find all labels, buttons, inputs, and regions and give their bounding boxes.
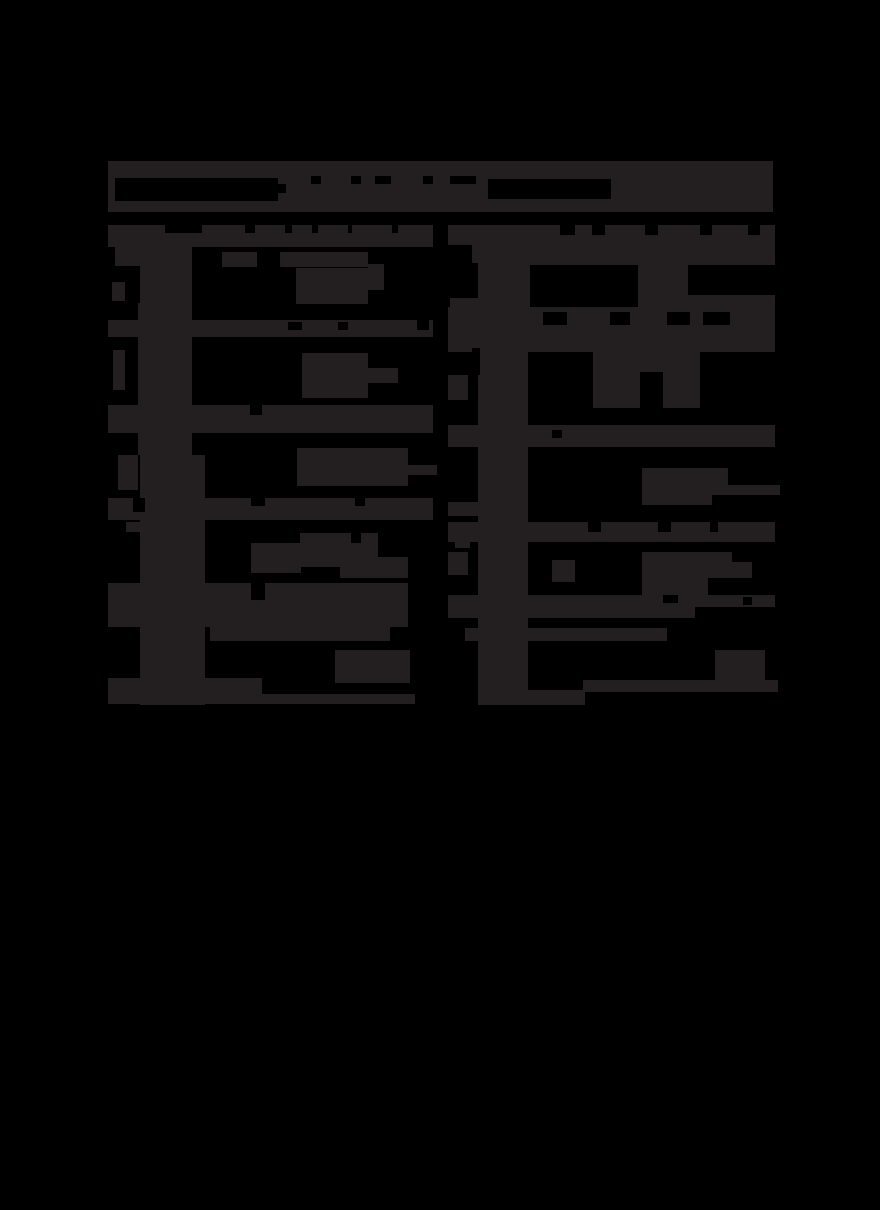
right-band-protrusion <box>448 502 478 516</box>
right-bar3-text-gap <box>552 430 562 438</box>
title-text-gap <box>423 176 433 184</box>
left-band-notch <box>125 266 140 303</box>
left-problem-bar-2 <box>108 320 433 337</box>
right-divider-line <box>583 680 778 692</box>
title-text-gap <box>375 176 391 184</box>
title-text-gap <box>311 176 321 184</box>
name-field-tab-cutout <box>278 184 286 193</box>
right-bar4-text-gap <box>588 522 601 532</box>
left-answer-tab-2 <box>368 368 398 383</box>
right-answer-tail-3 <box>728 485 780 495</box>
right-bar1-text-gap <box>560 225 575 235</box>
right-bar1-corner-gap <box>448 245 472 263</box>
right-bar2-text-gap <box>543 312 567 325</box>
right-bar2-text-gap <box>667 312 690 325</box>
left-problem-bar-4 <box>108 498 433 520</box>
left-answer-blob-3 <box>297 448 408 486</box>
right-band-protrusion <box>448 225 478 245</box>
right-bar2-text-gap <box>703 312 730 325</box>
left-bar1-text-gap <box>285 225 292 233</box>
right-bar1-text-gap <box>700 225 712 235</box>
left-bar2-text-gap <box>288 322 302 330</box>
left-band-hole <box>133 498 145 512</box>
right-answer-blob-5 <box>715 650 765 680</box>
left-band-protrusion <box>118 455 138 490</box>
right-problem-bar-4 <box>448 522 775 542</box>
left-bar3-text-gap <box>250 405 262 415</box>
right-work-bit <box>448 375 468 400</box>
left-bar2-text-gap <box>338 322 348 330</box>
left-bar5-text-gap <box>251 583 265 600</box>
right-problem-bar-3 <box>448 425 775 447</box>
left-worktext-strip <box>280 252 368 267</box>
right-band-notch <box>472 348 480 375</box>
right-answer-ext-4 <box>715 562 752 578</box>
left-band-protrusion <box>113 350 125 390</box>
title-text-gap <box>450 176 476 184</box>
right-bar4-text-gap <box>710 522 718 532</box>
right-answer-blob-3 <box>642 485 712 505</box>
right-band-protrusion <box>448 552 468 575</box>
right-bottom-foot <box>505 690 585 705</box>
left-band-protrusion <box>115 240 138 266</box>
right-work-bit <box>552 560 575 582</box>
name-field-cutout <box>115 178 278 201</box>
left-problem-bar-5-sub <box>210 627 390 641</box>
right-problem-bar-5-thin <box>695 595 775 607</box>
left-number-band-bottom <box>140 455 205 705</box>
left-bar1-text-gap <box>245 225 255 233</box>
right-bar5-text-gap <box>663 595 678 603</box>
right-cell1-box-cutout <box>688 265 775 295</box>
left-answer-blob-5 <box>335 650 410 683</box>
right-bar1-text-gap <box>748 225 760 235</box>
left-worktext-gap <box>257 252 280 267</box>
left-bar4-text-gap <box>251 498 265 506</box>
right-problem-bar-5 <box>448 595 695 618</box>
left-answer-blob-4 <box>340 557 408 578</box>
left-problem-bar-3 <box>108 405 433 433</box>
left-answer-tab-3 <box>408 465 437 475</box>
left-bar2-text-gap <box>417 320 429 330</box>
right-bar4-text-gap <box>658 522 671 532</box>
left-bar4-text-gap <box>355 498 365 506</box>
right-bar1-text-gap <box>645 225 658 235</box>
left-answer-blob-2 <box>302 353 368 398</box>
right-bar5-text-gap <box>743 597 752 605</box>
date-field-cutout <box>488 179 611 199</box>
right-bar2-text-gap <box>610 312 630 325</box>
right-answer-blob-4 <box>642 578 708 595</box>
left-bar1-text-gap <box>348 225 352 233</box>
left-answer-blob-1 <box>296 268 368 304</box>
right-answer2-hole <box>640 372 663 408</box>
right-bar1-text-gap <box>592 225 605 235</box>
right-bottom-strip <box>465 628 667 641</box>
left-bar1-text-gap <box>165 225 202 233</box>
left-band-protrusion <box>112 282 125 301</box>
right-cell1-box-cutout <box>530 265 638 307</box>
title-text-gap <box>351 176 361 184</box>
left-bottom-strip <box>160 694 415 704</box>
left-answer-tab-1 <box>368 264 384 290</box>
left-answer-blob-4 <box>251 543 301 573</box>
left-bar1-text-gap <box>312 225 318 233</box>
left-worktext-strip <box>222 252 257 267</box>
left-band-protrusion <box>126 522 145 532</box>
left-bar1-text-gap <box>392 225 398 233</box>
left-answer4-hole <box>351 533 361 543</box>
